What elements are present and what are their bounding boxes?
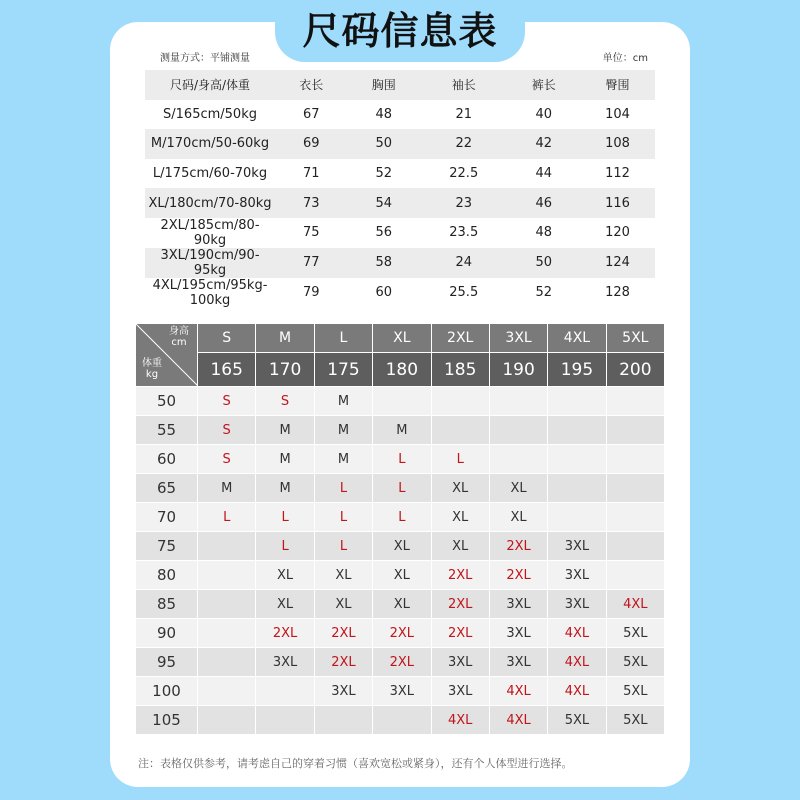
size-cell: L <box>314 474 372 503</box>
size-cell <box>256 706 314 735</box>
table-row <box>136 619 665 648</box>
size-cell <box>431 416 489 445</box>
size-cell: M <box>373 416 431 445</box>
table-row <box>145 278 655 308</box>
table-row <box>145 248 655 278</box>
table-cell: 71 <box>275 159 348 189</box>
table-cell: 25.5 <box>420 278 507 308</box>
size-cell <box>373 706 431 735</box>
table-row <box>145 218 655 248</box>
size-cell: 2XL <box>431 590 489 619</box>
table-cell: 58 <box>348 248 421 278</box>
weight-label: 55 <box>136 416 198 445</box>
table-cell: 48 <box>348 100 421 130</box>
size-cell: M <box>256 474 314 503</box>
measure-method: 测量方式：平铺测量 <box>160 53 250 64</box>
size-cell: 3XL <box>548 590 606 619</box>
corner-height-label: 身高 cm <box>169 326 189 348</box>
size-cell: 4XL <box>548 677 606 706</box>
size-cell: 4XL <box>431 706 489 735</box>
weight-label: 75 <box>136 532 198 561</box>
table-cell: 60 <box>348 278 421 308</box>
size-cell: L <box>373 503 431 532</box>
height-header: 190 <box>489 353 547 387</box>
size-cell <box>548 387 606 416</box>
size-cell <box>548 503 606 532</box>
size-cell: XL <box>373 532 431 561</box>
size-cell <box>198 590 256 619</box>
column-header: 袖长 <box>420 70 507 100</box>
size-cell: 2XL <box>373 619 431 648</box>
height-header: 200 <box>606 353 664 387</box>
table-cell: 42 <box>507 129 580 159</box>
size-cell: 3XL <box>489 648 547 677</box>
table-cell: 77 <box>275 248 348 278</box>
table-row <box>145 100 655 130</box>
size-cell: L <box>314 503 372 532</box>
size-cell: L <box>198 503 256 532</box>
size-cell: L <box>256 503 314 532</box>
weight-label: 65 <box>136 474 198 503</box>
size-cell <box>314 706 372 735</box>
size-cell: XL <box>489 474 547 503</box>
table-row <box>136 648 665 677</box>
height-header: 185 <box>431 353 489 387</box>
height-header: 195 <box>548 353 606 387</box>
column-header: 尺码/身高/体重 <box>145 70 275 100</box>
weight-label: 85 <box>136 590 198 619</box>
size-cell: 2XL <box>489 532 547 561</box>
size-cell: XL <box>373 561 431 590</box>
table-row <box>136 706 665 735</box>
page-title: 尺码信息表 <box>302 9 498 53</box>
column-header: 臀围 <box>580 70 655 100</box>
table-row <box>136 474 665 503</box>
table-row <box>145 129 655 159</box>
size-cell <box>256 677 314 706</box>
height-header: 165 <box>198 353 256 387</box>
table-cell: 46 <box>507 188 580 218</box>
size-cell: 2XL <box>314 619 372 648</box>
table-cell: S/165cm/50kg <box>145 100 275 130</box>
table-cell: 21 <box>420 100 507 130</box>
size-cell: XL <box>314 561 372 590</box>
size-cell: M <box>256 445 314 474</box>
size-cell: 4XL <box>489 677 547 706</box>
size-cell: 2XL <box>256 619 314 648</box>
weight-label: 50 <box>136 387 198 416</box>
size-cell: 5XL <box>548 706 606 735</box>
table-cell: 44 <box>507 159 580 189</box>
size-cell: 3XL <box>548 561 606 590</box>
size-header: XL <box>373 324 431 353</box>
size-cell: XL <box>431 474 489 503</box>
size-cell <box>606 416 664 445</box>
weight-label: 100 <box>136 677 198 706</box>
size-cell: 3XL <box>314 677 372 706</box>
size-header: M <box>256 324 314 353</box>
table-cell: 22 <box>420 129 507 159</box>
size-cell <box>198 561 256 590</box>
weight-label: 90 <box>136 619 198 648</box>
table-row <box>136 561 665 590</box>
size-cell <box>198 706 256 735</box>
table-cell: M/170cm/50-60kg <box>145 129 275 159</box>
size-cell: XL <box>373 590 431 619</box>
size-cell: 5XL <box>606 706 664 735</box>
table-row <box>136 387 665 416</box>
size-cell: 4XL <box>606 590 664 619</box>
size-header: 4XL <box>548 324 606 353</box>
size-cell: XL <box>314 590 372 619</box>
table-cell: 23.5 <box>420 218 507 248</box>
table-cell: 69 <box>275 129 348 159</box>
size-cell: XL <box>431 532 489 561</box>
size-cell <box>606 474 664 503</box>
size-cell: S <box>198 445 256 474</box>
size-cell: 2XL <box>314 648 372 677</box>
size-cell: S <box>256 387 314 416</box>
size-cell: 2XL <box>373 648 431 677</box>
size-cell <box>606 503 664 532</box>
table-row <box>145 159 655 189</box>
table-cell: 4XL/195cm/95kg-100kg <box>145 278 275 308</box>
size-cell: S <box>198 387 256 416</box>
size-cell: XL <box>256 590 314 619</box>
size-cell: 2XL <box>431 561 489 590</box>
table-row <box>136 445 665 474</box>
size-cell: 5XL <box>606 677 664 706</box>
height-header: 170 <box>256 353 314 387</box>
size-cell <box>489 445 547 474</box>
size-cell <box>606 387 664 416</box>
size-cell <box>198 532 256 561</box>
weight-label: 60 <box>136 445 198 474</box>
table-corner <box>136 324 198 387</box>
size-cell: L <box>256 532 314 561</box>
size-cell <box>606 561 664 590</box>
table-cell: 120 <box>580 218 655 248</box>
table-cell: 50 <box>348 129 421 159</box>
table-cell: 108 <box>580 129 655 159</box>
size-header: 2XL <box>431 324 489 353</box>
table-cell: 24 <box>420 248 507 278</box>
size-cell: 3XL <box>548 532 606 561</box>
table-cell: 67 <box>275 100 348 130</box>
size-cell <box>489 387 547 416</box>
table-cell: 48 <box>507 218 580 248</box>
size-cell <box>373 387 431 416</box>
table-cell: 128 <box>580 278 655 308</box>
footnote: 注：表格仅供参考，请考虑自己的穿着习惯（喜欢宽松或紧身），还有个人体型进行选择。 <box>138 757 573 770</box>
size-cell: 2XL <box>489 561 547 590</box>
size-cell: M <box>314 416 372 445</box>
size-cell: 3XL <box>431 648 489 677</box>
size-cell <box>606 445 664 474</box>
size-cell: L <box>314 532 372 561</box>
size-cell: XL <box>431 503 489 532</box>
table-cell: 40 <box>507 100 580 130</box>
weight-label: 105 <box>136 706 198 735</box>
size-cell <box>489 416 547 445</box>
weight-label: 70 <box>136 503 198 532</box>
size-cell: 4XL <box>548 619 606 648</box>
table-cell: 124 <box>580 248 655 278</box>
size-cell <box>606 532 664 561</box>
table-row <box>136 677 665 706</box>
weight-label: 80 <box>136 561 198 590</box>
table-cell: 112 <box>580 159 655 189</box>
column-header: 衣长 <box>275 70 348 100</box>
size-cell: M <box>198 474 256 503</box>
size-recommendation-table <box>135 323 665 735</box>
height-header: 180 <box>373 353 431 387</box>
size-cell: XL <box>256 561 314 590</box>
table-row <box>136 590 665 619</box>
size-header: 5XL <box>606 324 664 353</box>
size-cell: 5XL <box>606 648 664 677</box>
size-header: 3XL <box>489 324 547 353</box>
size-cell: 3XL <box>431 677 489 706</box>
table-cell: 23 <box>420 188 507 218</box>
table-row <box>136 416 665 445</box>
table-row <box>136 532 665 561</box>
size-cell <box>548 445 606 474</box>
size-cell: M <box>314 445 372 474</box>
table-cell: 104 <box>580 100 655 130</box>
table-cell: 54 <box>348 188 421 218</box>
table-cell: 73 <box>275 188 348 218</box>
size-cell: XL <box>489 503 547 532</box>
size-cell: L <box>373 474 431 503</box>
size-cell <box>198 677 256 706</box>
table-cell: XL/180cm/70-80kg <box>145 188 275 218</box>
size-cell: S <box>198 416 256 445</box>
header-row <box>145 70 655 100</box>
table-cell: 22.5 <box>420 159 507 189</box>
size-header: S <box>198 324 256 353</box>
table-row <box>145 188 655 218</box>
weight-label: 95 <box>136 648 198 677</box>
table-cell: 79 <box>275 278 348 308</box>
size-cell: 4XL <box>489 706 547 735</box>
column-header: 裤长 <box>507 70 580 100</box>
table-row <box>136 503 665 532</box>
size-cell: 4XL <box>548 648 606 677</box>
size-cell <box>198 648 256 677</box>
table-cell: 56 <box>348 218 421 248</box>
size-cell: L <box>431 445 489 474</box>
size-header: L <box>314 324 372 353</box>
unit-label: 单位：cm <box>602 53 648 64</box>
table-cell: 116 <box>580 188 655 218</box>
table-cell: 52 <box>507 278 580 308</box>
size-cell: 3XL <box>373 677 431 706</box>
height-header: 175 <box>314 353 372 387</box>
table-cell: 52 <box>348 159 421 189</box>
table-cell: 50 <box>507 248 580 278</box>
table-cell: L/175cm/60-70kg <box>145 159 275 189</box>
column-header: 胸围 <box>348 70 421 100</box>
size-cell: M <box>314 387 372 416</box>
measurement-table <box>145 70 655 308</box>
size-cell: 2XL <box>431 619 489 648</box>
size-cell: 3XL <box>489 590 547 619</box>
size-cell: 3XL <box>489 619 547 648</box>
size-cell <box>548 474 606 503</box>
size-cell <box>431 387 489 416</box>
table-cell: 2XL/185cm/80-90kg <box>145 218 275 248</box>
size-cell <box>198 619 256 648</box>
size-cell <box>548 416 606 445</box>
table-cell: 75 <box>275 218 348 248</box>
size-cell: L <box>373 445 431 474</box>
corner-weight-label: 体重 kg <box>142 358 162 380</box>
size-cell: 5XL <box>606 619 664 648</box>
table-cell: 3XL/190cm/90-95kg <box>145 248 275 278</box>
size-cell: 3XL <box>256 648 314 677</box>
size-cell: M <box>256 416 314 445</box>
